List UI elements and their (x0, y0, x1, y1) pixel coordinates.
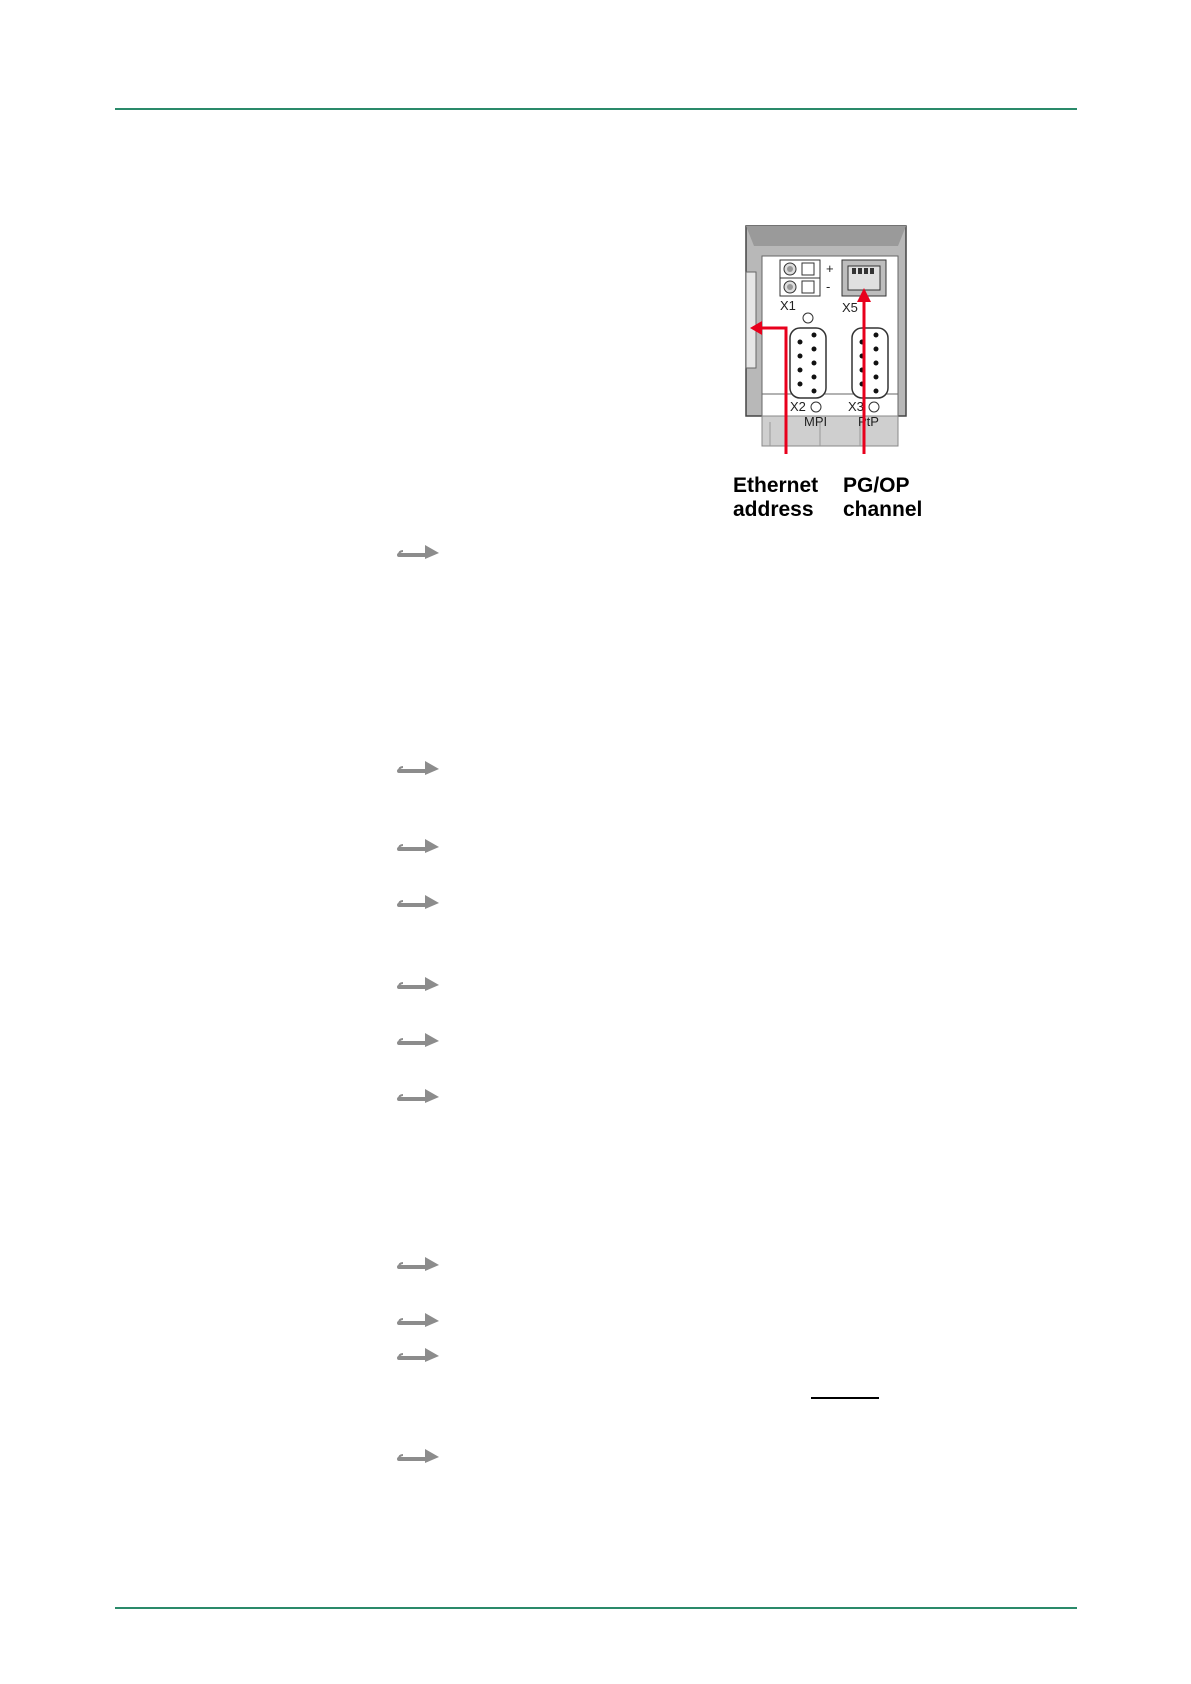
footer-rule (115, 1607, 1077, 1609)
mpi-label: MPI (804, 414, 828, 429)
step-arrow-icon (397, 834, 441, 854)
step-arrow-icon (397, 1084, 441, 1104)
x5-label: X5 (842, 300, 858, 315)
power-terminal-x1 (780, 260, 820, 296)
pg-op-channel-callout: PG/OP channel (843, 474, 923, 521)
cpu-front-panel-figure (740, 222, 910, 454)
ptp-label: PtP (858, 414, 879, 429)
mpi-connector-x2 (790, 328, 826, 398)
header-rule (115, 108, 1077, 110)
step-arrow-icon (397, 1343, 441, 1363)
step-arrow-icon (397, 1252, 441, 1272)
step-arrow-icon (397, 890, 441, 910)
step-arrow-icon (397, 756, 441, 776)
x3-label: X3 (848, 399, 864, 414)
underline-mark (811, 1397, 879, 1399)
step-arrow-icon (397, 972, 441, 992)
ptp-connector-x3 (852, 328, 888, 398)
x2-label: X2 (790, 399, 806, 414)
step-arrow-icon (397, 1028, 441, 1048)
plus-label: + (826, 261, 834, 276)
step-arrow-icon (397, 1308, 441, 1328)
ethernet-address-callout: Ethernet address (733, 474, 819, 521)
step-arrow-icon (397, 1444, 441, 1464)
step-arrow-icon (397, 540, 441, 560)
minus-label: - (826, 279, 831, 294)
x1-label: X1 (780, 298, 796, 313)
